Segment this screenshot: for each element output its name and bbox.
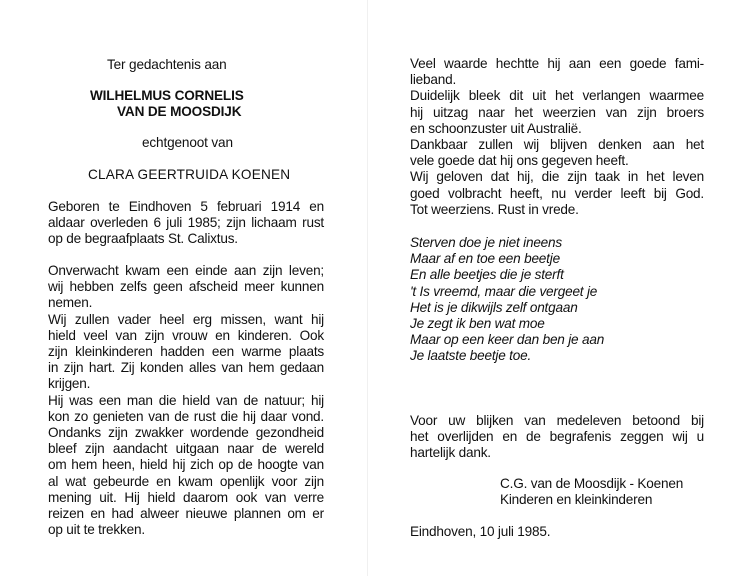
family-line: goed volbracht heeft, nu verder leeft bij God. — [410, 185, 704, 201]
family-line: Wij geloven dat hij, die zijn taak in het leven — [410, 169, 704, 185]
story-line: krijgen. — [48, 376, 91, 392]
poem-line: Je laatste beetje toe. — [410, 348, 532, 364]
place-and-date — [410, 524, 550, 540]
birth-line: Geboren te Eindhoven 5 februari 1914 en — [48, 199, 324, 214]
deceased-name-line1: WILHELMUS CORNELIS — [90, 88, 244, 103]
poem-line: 't Is vreemd, maar die vergeet je — [410, 283, 598, 299]
story-line: op uit te trekken. — [48, 522, 145, 538]
poem — [410, 235, 704, 365]
place-date-text: Eindhoven, 10 juli 1985. — [410, 524, 551, 539]
story-line: al wat gebeurde en kwam openlijk voor zijn — [48, 473, 324, 489]
story-line: bleef zijn aandacht uitgaan naar de wereld — [48, 441, 324, 457]
thanks-paragraph — [410, 413, 704, 462]
story-line: zijn kleinkinderen hadden een warme plaats — [48, 344, 324, 360]
signature-family: Kinderen en kleinkinderen — [500, 492, 653, 508]
poem-line: Maar af en toe een beetje — [410, 251, 560, 267]
story-line: Onverwacht kwam een einde aan zijn leven; — [48, 263, 324, 278]
family-line: Tot weerziens. Rust in vrede. — [410, 201, 579, 217]
family-line: lieband. — [410, 72, 457, 88]
poem-line: Je zegt ik ben wat moe — [410, 316, 545, 332]
thanks-line: hartelijk dank. — [410, 445, 491, 461]
memorial-intro: Ter gedachtenis aan — [107, 57, 227, 72]
birth-death-paragraph — [48, 199, 324, 248]
story-line: nemen. — [48, 295, 93, 311]
story-line: reizen en had alweer nieuwe plannen om er — [48, 506, 324, 522]
signature-block — [500, 476, 683, 508]
story-line: Hij was een man die hield van de natuur; hij — [48, 392, 324, 408]
family-line: Veel waarde hechtte hij aan een goede fami- — [410, 56, 704, 71]
story-line: Ondanks zijn zwakker wordende gezondheid — [48, 425, 324, 441]
family-paragraph — [410, 56, 704, 218]
deceased-name-line2: VAN DE MOOSDIJK — [117, 104, 242, 119]
family-line: vele goede dat hij ons gegeven heeft. — [410, 153, 629, 169]
signature-name: C.G. van de Moosdijk - Koenen — [500, 476, 684, 491]
family-line: en schoonzuster uit Australië. — [410, 120, 582, 136]
story-line: mening uit. Hij hield daarom ook van verre — [48, 489, 324, 505]
birth-line: aldaar overleden 6 juli 1985; zijn lichaam rust — [48, 215, 324, 231]
family-line: Duidelijk bleek dit uit het verlangen waarmee — [410, 88, 704, 104]
spouse-name: CLARA GEERTRUIDA KOENEN — [88, 167, 291, 182]
story-line: wij hebben zelfs geen afscheid meer kunnen — [48, 279, 324, 295]
family-line: Dankbaar zullen wij blijven denken aan het — [410, 137, 704, 153]
family-line: hij uitzag naar het weerzien van zijn broers — [410, 104, 704, 120]
story-line: kon zo genieten van de rust die hij daar vond. — [48, 408, 324, 424]
poem-line: Sterven doe je niet ineens — [410, 235, 562, 250]
right-card-page — [368, 0, 735, 576]
story-line: hield veel van zijn vrouw en kinderen. Ook — [48, 327, 324, 343]
poem-line: Maar op een keer dan ben je aan — [410, 332, 605, 348]
story-line: om hem heen, hield hij zich op de hoogte van — [48, 457, 324, 473]
life-story-paragraph — [48, 263, 324, 538]
poem-line: Het is je dikwijls zelf ontgaan — [410, 299, 578, 315]
story-line: in zijn hart. Zij konden alles van hem gedaan — [48, 360, 324, 376]
poem-line: En alle beetjes die je sterft — [410, 267, 564, 283]
thanks-line: Voor uw blijken van medeleven betoond bij — [410, 413, 704, 428]
spouse-intro: echtgenoot van — [142, 135, 233, 150]
thanks-line: het overlijden en de begrafenis zeggen wij u — [410, 429, 704, 445]
birth-line: op de begraafplaats St. Calixtus. — [48, 231, 238, 247]
story-line: Wij zullen vader heel erg missen, want hij — [48, 311, 324, 327]
